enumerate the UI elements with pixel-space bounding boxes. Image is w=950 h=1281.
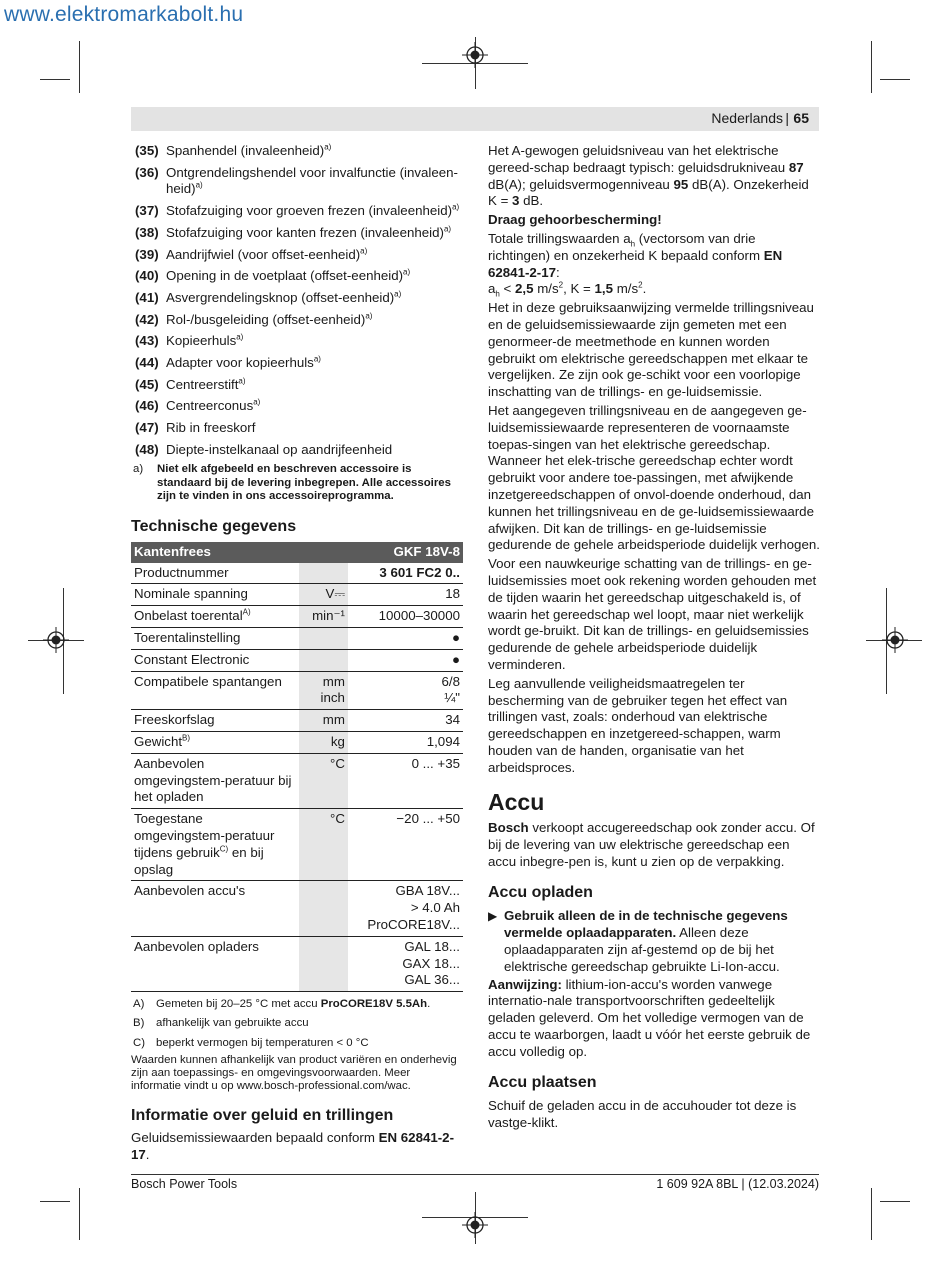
spec-value: −20 ... +50 [348, 809, 463, 881]
spec-value-line: GAX 18... [402, 955, 460, 971]
spec-table [131, 542, 463, 992]
spec-label: Aanbevolen accu's [131, 881, 299, 936]
table-row [131, 563, 463, 584]
paragraph: Voor een nauwkeurige schatting van de trillings- en ge-luidsemissies moet ook rekening worden gehouden met de tijden waarin het gereedschap uitgeschakeld is, of waarin het gereedschap wel loopt, maar niet werkelijk wordt ge-bruikt. Dit kan de trillings- en geluidsemissies gedurende de gehele arbeidsperiode duidelijk verminderen. [488, 556, 817, 672]
spec-table-header [131, 542, 463, 563]
legend-number: (38) [135, 224, 159, 240]
spec-label-footnote: A) [242, 607, 251, 617]
spec-value-line: > 4.0 Ah [410, 900, 460, 916]
footnote-text: Niet elk afgebeeld en beschreven accessoire is standaard bij de levering inbegrepen. Alle accessoires zijn te vinden in ons accessoireprogramma. [157, 463, 451, 502]
spec-value: ● [348, 649, 463, 671]
legend-text [166, 420, 463, 437]
legend-number: (41) [135, 289, 159, 305]
spec-label: Productnummer [131, 563, 299, 584]
table-footnote [131, 1017, 463, 1030]
component-legend [131, 143, 463, 459]
spec-label [131, 809, 299, 881]
spec-label-text: Onbelast toerental [134, 608, 243, 624]
spec-value: 3 601 FC2 0.. [348, 563, 463, 584]
para-text: , K = [563, 281, 595, 297]
legend-text [166, 143, 463, 160]
legend-number: (42) [135, 311, 159, 327]
spec-value-line: GAL 18... [404, 938, 460, 954]
legend-text [166, 312, 463, 329]
spec-label: Constant Electronic [131, 649, 299, 671]
noise-level-paragraph [488, 143, 820, 210]
spec-header-model: GKF 18V-8 [348, 542, 463, 563]
crop-mark [79, 1188, 80, 1240]
list-item [131, 203, 463, 220]
spec-header-product-type: Kantenfrees [131, 542, 348, 563]
legend-label: Centreerconus [166, 398, 254, 414]
para-text: < [499, 281, 516, 297]
legend-label: Stofafzuiging voor groeven frezen (invaleenheid) [166, 203, 453, 219]
section-heading-accu: Accu [488, 789, 545, 816]
list-item [131, 333, 463, 350]
table-footnote [131, 998, 463, 1011]
legend-footnote-ref: a) [403, 267, 411, 277]
list-item [131, 143, 463, 160]
legend-label: Rib in freeskorf [166, 420, 256, 436]
spec-label-footnote: B) [182, 733, 191, 743]
page-header [131, 107, 819, 131]
spec-unit [299, 649, 348, 671]
spec-label: Freeskorfslag [131, 710, 299, 732]
legend-text [166, 247, 463, 264]
superscript: 2 [638, 280, 643, 290]
spec-value-line: GAL 36... [404, 972, 460, 988]
legend-footnote-ref: a) [195, 181, 203, 191]
footnote-key: a) [133, 463, 144, 476]
registration-mark-icon [462, 1212, 488, 1238]
crop-mark [871, 1188, 872, 1240]
legend-number: (45) [135, 376, 159, 392]
bullet-triangle-icon: ▶ [488, 909, 498, 924]
page-number: 65 [793, 110, 809, 126]
crop-mark [79, 41, 80, 93]
para-text: Totale trillingswaarden a [488, 230, 631, 246]
legend-text [166, 225, 463, 242]
paragraph: Het aangegeven trillingsniveau en de aangegeven ge-luidsemissiewaarde representeren de voornaamste toepas-singen van het elektrische gereedschap. Wanneer het elek-trische gereedschap echter wordt gebruikt voor andere toe-passingen, met afwijkende inzetgereedschappen of onvol-doende onderhoud, dan kunnen het trillingsniveau en de ge-luidsemissiewaarde afwijken. Dit kan de trillings- en ge-luidsemissie gedurende de gehele arbeidsperiode duidelijk verhogen. [488, 402, 820, 553]
spec-value-line: ProCORE18V... [367, 916, 460, 932]
section-heading-accu-insert: Accu plaatsen [488, 1073, 597, 1091]
legend-label: Asvergrendelingsknop (offset-eenheid) [166, 289, 395, 305]
list-item [488, 908, 820, 975]
registration-mark-icon [43, 627, 69, 653]
brand-name: Bosch [488, 820, 529, 836]
section-heading-technical-data: Technische gegevens [131, 518, 297, 536]
legend-footnote-ref: a) [253, 397, 261, 407]
legend-text [166, 355, 463, 372]
legend-label: Diepte-instelkanaal op aandrijfeenheid [166, 441, 393, 457]
spec-value-line: 6/8 [441, 673, 460, 689]
table-row [131, 936, 463, 991]
footer-doc-number: 1 609 92A 8BL | (12.03.2024) [656, 1177, 819, 1191]
list-item [131, 312, 463, 329]
legend-text [166, 203, 463, 220]
legend-footnote-ref: a) [360, 246, 368, 256]
legend-footnote [131, 463, 463, 503]
legend-number: (35) [135, 143, 159, 158]
legend-label: Spanhendel (invaleenheid) [166, 143, 325, 158]
spec-value-line: GBA 18V... [395, 883, 460, 899]
spec-value: ● [348, 628, 463, 650]
table-footnote [131, 1037, 463, 1050]
list-item [131, 290, 463, 307]
spec-value: 10000–30000 [348, 606, 463, 628]
spec-unit: min⁻¹ [299, 606, 348, 628]
spec-value: 34 [348, 710, 463, 732]
legend-text [166, 377, 463, 394]
note-label: Aanwijzing: [488, 976, 562, 992]
list-item [131, 247, 463, 264]
note-text: Gemeten bij 20–25 °C met accu [156, 998, 321, 1011]
paragraph: Het in deze gebruiksaanwijzing vermelde trillingsniveau en de geluidsemissiewaarde zijn gemeten met een genormeer-de meetmethode en kunnen worden gebruikt om elektrische gereedschappen met elkaar te vergelijken. Ze zijn ook ge-schikt voor een voorlopige inschatting van de trillings- en ge-luidsemissie. [488, 300, 814, 400]
section-heading-noise-vibration: Informatie over geluid en trillingen [131, 1107, 394, 1125]
para-text: Geluidsemissiewaarden bepaald conform [131, 1130, 379, 1146]
legend-number: (39) [135, 246, 159, 262]
table-footnote-key: A) [133, 998, 145, 1011]
spec-label: Nominale spanning [131, 584, 299, 606]
value-bold: 1,5 [594, 281, 614, 297]
legend-text [166, 398, 463, 415]
standard-ref: EN 62841-2-17 [131, 1130, 455, 1162]
bullet-text [504, 908, 820, 975]
spec-label: Toerentalinstelling [131, 628, 299, 650]
spec-value-line: ¼" [444, 690, 460, 706]
legend-footnote-ref: a) [452, 202, 460, 212]
legend-label: Rol-/busgeleiding (offset-eenheid) [166, 311, 366, 327]
legend-text [166, 333, 463, 350]
spec-unit: °C [299, 753, 348, 808]
legend-text [166, 268, 463, 285]
legend-number: (46) [135, 398, 159, 414]
spec-label [131, 732, 299, 754]
table-row [131, 732, 463, 754]
legend-footnote-ref: a) [394, 289, 402, 299]
right-column [488, 143, 820, 1134]
footer-rule [131, 1174, 819, 1175]
legend-label: Centreerstift [166, 376, 239, 392]
legend-number: (40) [135, 268, 159, 284]
spec-value: 1,094 [348, 732, 463, 754]
footer-brand: Bosch Power Tools [131, 1177, 238, 1191]
table-footnote-text [156, 998, 430, 1011]
legend-label: Ontgrendelingshendel voor invalfunctie (invaleen-heid) [166, 164, 458, 197]
vibration-paragraph [488, 231, 820, 298]
table-row [131, 710, 463, 732]
subscript: h [630, 239, 636, 249]
note-text: . [427, 998, 431, 1011]
para-text: Het A-gewogen geluidsniveau van het elektrische gereed-schap bedraagt typisch: geluidsdrukniveau [488, 143, 789, 175]
para-text: lithium-ion-accu's worden vanwege internatio-nale transportvoorschriften gedeeltelijk geladen geleverd. Om het volledige vermogen van de accu te waarborgen, laadt u vóór het eerste gebruik de accu volledig op. [488, 976, 811, 1059]
spec-unit-line: inch [320, 690, 345, 706]
bullet-text-normal: Alleen deze oplaadapparaten zijn af-gestemd op de bij het elektrische gereedschap gebruikte Li-Ion-accu. [504, 925, 780, 974]
left-column [131, 143, 463, 1166]
para-text: dB(A). Onzekerheid K = [488, 176, 809, 209]
list-item [131, 398, 463, 415]
spec-value [348, 881, 463, 936]
list-item [131, 268, 463, 285]
value-bold: 3 [512, 193, 520, 209]
value-bold: 2,5 [515, 281, 534, 297]
header-language: Nederlands [711, 110, 783, 126]
superscript: 2 [558, 280, 564, 290]
list-item [131, 420, 463, 437]
crop-mark [880, 79, 910, 80]
spec-unit: V⎓ [299, 584, 348, 606]
spec-value: 0 ... +35 [348, 753, 463, 808]
accu-paragraph [488, 820, 820, 870]
crop-mark [40, 1201, 70, 1202]
para-text: : [556, 264, 560, 280]
legend-number: (44) [135, 354, 159, 370]
para-text: (vectorsom van drie richtingen) en onzekerheid K bepaald conform [488, 230, 764, 263]
legend-number: (48) [135, 441, 159, 457]
para-text: . [642, 281, 647, 297]
spec-unit [299, 936, 348, 991]
note-paragraph [488, 977, 820, 1061]
header-separator: | [785, 110, 789, 126]
subscript: h [495, 290, 500, 300]
noise-emission-text [131, 1130, 463, 1164]
legend-text [166, 290, 463, 307]
list-item [131, 355, 463, 372]
list-item [131, 442, 463, 459]
list-item [131, 377, 463, 394]
table-footnote-key: C) [133, 1036, 146, 1049]
legend-number: (47) [135, 420, 159, 436]
spec-label-text: Gewicht [134, 734, 183, 749]
table-row [131, 628, 463, 650]
spec-unit [299, 671, 348, 710]
table-row [131, 584, 463, 606]
table-row [131, 606, 463, 628]
paragraph: Schuif de geladen accu in de accuhouder tot deze is vastge-klikt. [488, 1098, 797, 1131]
table-footnote-text: afhankelijk van gebruikte accu [156, 1017, 309, 1030]
legend-footnote-ref: a) [236, 332, 244, 342]
legend-label: Adapter voor kopieerhuls [166, 354, 314, 370]
spec-unit [299, 563, 348, 584]
spec-unit: mm [299, 710, 348, 732]
bullet-text-bold: Gebruik alleen de in de technische gegevens vermelde oplaadapparaten. [504, 908, 788, 941]
crop-mark [880, 1201, 910, 1202]
legend-text [166, 165, 463, 199]
section-heading-accu-charging: Accu opladen [488, 883, 593, 901]
legend-label: Kopieerhuls [166, 333, 237, 349]
para-text: dB. [519, 193, 544, 209]
para-text: . [145, 1146, 150, 1162]
legend-label: Stofafzuiging voor kanten frezen (invaleenheid) [166, 224, 444, 240]
spec-label-footnote: C) [219, 844, 229, 854]
para-text: verkoopt accugereedschap ook zonder accu. Of bij de levering van uw elektrische gereedschap een accu inbegre-pen is, kunt u zien op de verpakking. [488, 820, 815, 869]
spec-label: Aanbevolen opladers [131, 936, 299, 991]
watermark-url[interactable]: www.elektromarkabolt.hu [4, 3, 244, 26]
spec-unit [299, 628, 348, 650]
spec-label: Compatibele spantangen [131, 671, 299, 710]
table-footnote-text: beperkt vermogen bij temperaturen < 0 °C [156, 1036, 369, 1049]
spec-label [131, 606, 299, 628]
para-text: dB(A); geluidsvermogenniveau [488, 176, 674, 192]
legend-number: (37) [135, 203, 159, 219]
table-row [131, 809, 463, 881]
paragraph: Leg aanvullende veiligheidsmaatregelen ter bescherming van de gebruiker tegen het effect van trillingen vast, zoals: onderhoud van elektrische gereedschappen en inzetgereed-schappen, warm houden van de handen, organisatie van het arbeidsproces. [488, 675, 788, 775]
table-row [131, 881, 463, 936]
list-item [131, 225, 463, 242]
legend-footnote-ref: a) [443, 224, 452, 234]
spec-unit [299, 881, 348, 936]
spec-value: 18 [348, 584, 463, 606]
crop-mark [871, 41, 872, 93]
registration-mark-icon [462, 42, 488, 68]
spec-label: Aanbevolen omgevingstem-peratuur bij het opladen [131, 753, 299, 808]
registration-mark-icon [882, 627, 908, 653]
spec-unit: °C [299, 809, 348, 881]
table-row [131, 671, 463, 710]
legend-footnote-ref: a) [365, 311, 373, 321]
legend-footnote-ref: a) [324, 142, 332, 152]
spec-label-text: en bij opslag [134, 844, 264, 877]
para-text: m/s [613, 281, 639, 297]
spec-label-text: Toegestane omgevingstem-peratuur tijdens gebruik [134, 811, 275, 860]
table-row [131, 753, 463, 808]
table-footnote-key: B) [133, 1017, 145, 1030]
legend-number: (36) [135, 164, 159, 180]
standard-ref: EN 62841-2-17 [488, 247, 783, 280]
table-row [131, 649, 463, 671]
spec-value [348, 671, 463, 710]
legend-number: (43) [135, 333, 159, 349]
spec-unit: kg [299, 732, 348, 754]
list-item [131, 165, 463, 199]
value-bold: 95 [673, 176, 689, 192]
legend-label: Opening in de voetplaat (offset-eenheid) [166, 268, 404, 284]
legend-label: Aandrijfwiel (voor offset-eenheid) [166, 246, 361, 262]
legend-text [166, 442, 463, 459]
legend-footnote-ref: a) [313, 354, 321, 364]
value-bold: 87 [788, 159, 804, 175]
values-disclaimer: Waarden kunnen afhankelijk van product variëren en onderhevig zijn aan toepassings- en omgevingsvoorwaarden. Meer informatie vindt u op www.bosch-professional.com/wac. [131, 1053, 457, 1093]
hearing-protection-warning: Draag gehoorbescherming! [488, 212, 662, 228]
legend-footnote-ref: a) [238, 376, 246, 386]
para-text: a [488, 281, 496, 297]
spec-value [348, 936, 463, 991]
crop-mark [40, 79, 70, 80]
spec-unit-line: mm [322, 673, 345, 689]
note-text-bold: ProCORE18V 5.5Ah [320, 998, 428, 1011]
para-text: m/s [533, 281, 559, 297]
